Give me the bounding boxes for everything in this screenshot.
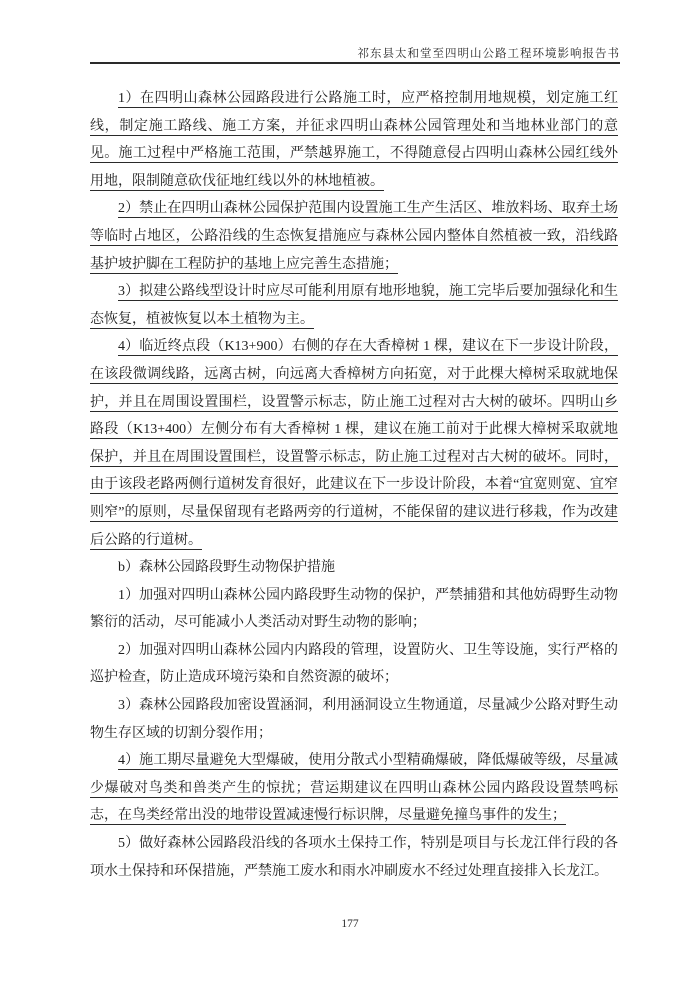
header-title: 祁东县太和堂至四明山公路工程环境影响报告书 [357, 48, 620, 60]
paragraph-2: 2）禁止在四明山森林公园保护范围内设置施工生产生活区、堆放料场、取弃土场等临时占地区，公路沿线的生态恢复措施应与森林公园内整体自然植被一致，沿线路基护坡护脚在工程防护的基地上应完善生态措施； [90, 201, 618, 272]
page-header [90, 45, 620, 61]
paragraph-b2: 2）加强对四明山森林公园内内路段的管理，设置防火、卫生等设施，实行严格的巡护检查，防止造成环境污染和自然资源的破坏； [90, 642, 618, 686]
document-body [90, 85, 618, 885]
paragraph-b4: 4）施工期尽量避免大型爆破，使用分散式小型精确爆破，降低爆破等级，尽量减少爆破对鸟类和兽类产生的惊扰；营运期建议在四明山森林公园内路段设置禁鸣标志，在鸟类经常出没的地带设置减速慢行标识牌，尽量避免撞鸟事件的发生； [90, 753, 618, 824]
paragraph-b5: 5）做好森林公园路段沿线的各项水土保持工作，特别是项目与长龙江伴行段的各项水土保持和环保措施，严禁施工废水和雨水冲刷废水不经过处理直接排入长龙江。 [90, 836, 618, 879]
paragraph-b3: 3）森林公园路段加密设置涵洞，利用涵洞设立生物通道，尽量减少公路对野生动物生存区域的切割分裂作用； [90, 698, 618, 741]
paragraph-3: 3）拟建公路线型设计时应尽可能利用原有地形地貌，施工完毕后要加强绿化和生态恢复，植被恢复以本土植物为主。 [90, 284, 618, 327]
page-number: 177 [341, 918, 359, 930]
paragraph-4: 4）临近终点段（K13+900）右侧的存在大香樟树 1 棵，建议在下一步设计阶段，在该段微调线路，远离古树，向远离大香樟树方向拓宽，对于此棵大樟树采取就地保护，并且在周围设置围栏，设置警示标志，防止施工过程对古大树的破坏。四明山乡路段（K13+400）左侧分布有大香樟树 1 棵，建议在施工前对于此棵大樟树采取就地保护，并且在周围设置围栏，设置警示标志，防止施工过程对古大树的破坏。同时，由于该段老路两侧行道树发育很好，此建议在下一步设计阶段，本着“宜宽则宽、宜窄则窄”的原则，尽量保留现有老路两旁的行道树，不能保留的建议进行移栽，作为改建后公路的行道树。 [90, 339, 618, 548]
section-heading-b: b）森林公园路段野生动物保护措施 [118, 560, 335, 576]
paragraph-b1: 1）加强对四明山森林公园内路段野生动物的保护，严禁捕猎和其他妨碍野生动物繁衍的活动，尽可能减小人类活动对野生动物的影响； [90, 587, 618, 631]
header-rule [90, 62, 620, 64]
paragraph-1: 1）在四明山森林公园路段进行公路施工时，应严格控制用地规模，划定施工红线，制定施工路线、施工方案，并征求四明山森林公园管理处和当地林业部门的意见。施工过程中严格施工范围，严禁越界施工，不得随意侵占四明山森林公园红线外用地，限制随意砍伐征地红线以外的林地植被。 [90, 91, 618, 189]
